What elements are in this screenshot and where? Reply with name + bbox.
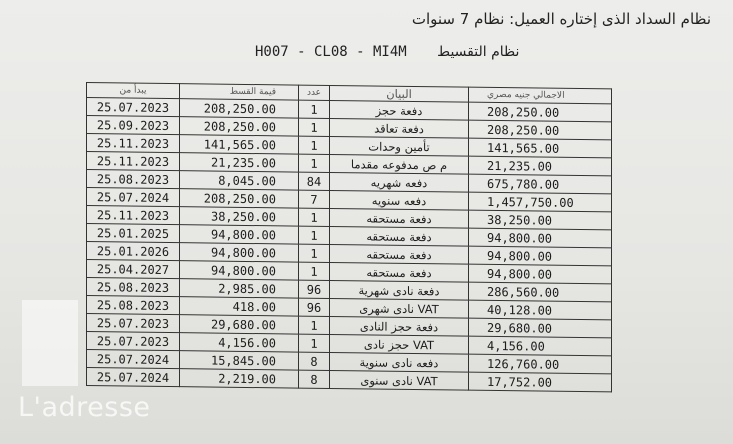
cell-description: دفعة تعاقد	[330, 118, 469, 138]
cell-total: 141,565.00	[469, 138, 612, 158]
cell-start-date: 25.07.2024	[87, 350, 180, 369]
cell-description: دفعة نادى شهرية	[330, 280, 469, 300]
cell-total: 40,128.00	[469, 300, 612, 320]
cell-installment-value: 2,219.00	[180, 369, 299, 388]
cell-total: 29,680.00	[469, 318, 612, 338]
cell-installment-value: 38,250.00	[180, 207, 299, 226]
cell-description: VAT نادى سنوى	[330, 370, 469, 390]
cell-description: دفعه سنويه	[330, 190, 469, 210]
cell-total: 126,760.00	[469, 354, 612, 374]
cell-installment-value: 94,800.00	[180, 261, 299, 280]
watermark-logo-mark	[22, 300, 78, 386]
cell-start-date: 25.07.2024	[87, 188, 180, 207]
cell-total: 4,156.00	[469, 336, 612, 356]
plan-label: نظام التقسيط	[437, 44, 520, 60]
cell-count: 1	[299, 244, 330, 262]
cell-total: 286,560.00	[469, 282, 612, 302]
cell-count: 1	[299, 316, 330, 334]
cell-count: 1	[299, 208, 330, 226]
cell-total: 94,800.00	[469, 264, 612, 284]
cell-count: 84	[299, 172, 330, 190]
cell-installment-value: 94,800.00	[180, 225, 299, 244]
cell-description: دفعة حجز	[330, 100, 469, 120]
cell-count: 1	[299, 100, 330, 118]
cell-description: دفعه نادى سنوية	[330, 352, 469, 372]
cell-count: 1	[299, 262, 330, 280]
cell-installment-value: 141,565.00	[180, 135, 299, 154]
cell-start-date: 25.01.2026	[87, 242, 180, 261]
watermark-logo-text: L'adresse	[18, 392, 151, 423]
cell-installment-value: 21,235.00	[180, 153, 299, 172]
cell-start-date: 25.08.2023	[87, 170, 180, 189]
cell-total: 94,800.00	[469, 228, 612, 248]
cell-start-date: 25.07.2023	[87, 314, 180, 333]
cell-start-date: 25.11.2023	[87, 134, 180, 153]
col-header-description: البيان	[330, 85, 469, 102]
cell-installment-value: 29,680.00	[180, 315, 299, 334]
cell-installment-value: 94,800.00	[180, 243, 299, 262]
cell-total: 17,752.00	[469, 372, 612, 392]
cell-start-date: 25.11.2023	[87, 206, 180, 225]
cell-description: دفعة حجز النادى	[330, 316, 469, 336]
cell-description: VAT نادى شهرى	[330, 298, 469, 318]
cell-start-date: 25.04.2027	[87, 260, 180, 279]
cell-description: دفعة مستحقه	[330, 208, 469, 228]
cell-description: دفعة مستحقه	[330, 262, 469, 282]
col-header-count: عدد	[299, 85, 330, 100]
cell-total: 21,235.00	[469, 156, 612, 176]
cell-start-date: 25.08.2023	[87, 278, 180, 297]
unit-code: H007 - CL08 - MI4M	[255, 44, 407, 60]
cell-start-date: 25.07.2023	[87, 98, 180, 117]
cell-installment-value: 208,250.00	[180, 189, 299, 208]
cell-count: 96	[299, 298, 330, 316]
cell-installment-value: 15,845.00	[180, 351, 299, 370]
col-header-total-egp: الاجمالي جنيه مصري	[469, 87, 612, 104]
cell-start-date: 25.07.2023	[87, 332, 180, 351]
cell-count: 96	[299, 280, 330, 298]
cell-description: دفعة مستحقه	[330, 226, 469, 246]
cell-start-date: 25.09.2023	[87, 116, 180, 135]
cell-total: 1,457,750.00	[469, 192, 612, 212]
cell-start-date: 25.07.2024	[87, 368, 180, 387]
cell-count: 8	[299, 352, 330, 370]
cell-count: 7	[299, 190, 330, 208]
cell-total: 208,250.00	[469, 102, 612, 122]
ladresse-watermark	[18, 300, 178, 430]
cell-count: 1	[299, 154, 330, 172]
cell-description: تأمين وحدات	[330, 136, 469, 156]
payment-plan-title: نظام السداد الذى إختاره العميل: نظام 7 سنوات	[411, 10, 711, 28]
cell-description: م ص مدفوعه مقدما	[330, 154, 469, 174]
cell-installment-value: 418.00	[180, 297, 299, 316]
cell-total: 38,250.00	[469, 210, 612, 230]
cell-installment-value: 2,985.00	[180, 279, 299, 298]
cell-installment-value: 4,156.00	[180, 333, 299, 352]
col-header-installment-value: قيمة القسط	[180, 84, 299, 100]
cell-description: دفعة مستحقه	[330, 244, 469, 264]
cell-total: 675,780.00	[469, 174, 612, 194]
cell-count: 1	[299, 334, 330, 352]
cell-start-date: 25.11.2023	[87, 152, 180, 171]
cell-description: VAT حجز نادى	[330, 334, 469, 354]
unit-plan-line	[255, 44, 519, 60]
cell-start-date: 25.01.2025	[87, 224, 180, 243]
cell-installment-value: 208,250.00	[180, 99, 299, 118]
cell-count: 1	[299, 136, 330, 154]
cell-start-date: 25.08.2023	[87, 296, 180, 315]
cell-description: دفعه شهريه	[330, 172, 469, 192]
cell-count: 1	[299, 118, 330, 136]
col-header-start-date: يبدأ من	[87, 83, 180, 99]
cell-count: 1	[299, 226, 330, 244]
cell-total: 208,250.00	[469, 120, 612, 140]
cell-count: 8	[299, 370, 330, 388]
cell-installment-value: 8,045.00	[180, 171, 299, 190]
cell-installment-value: 208,250.00	[180, 117, 299, 136]
cell-total: 94,800.00	[469, 246, 612, 266]
